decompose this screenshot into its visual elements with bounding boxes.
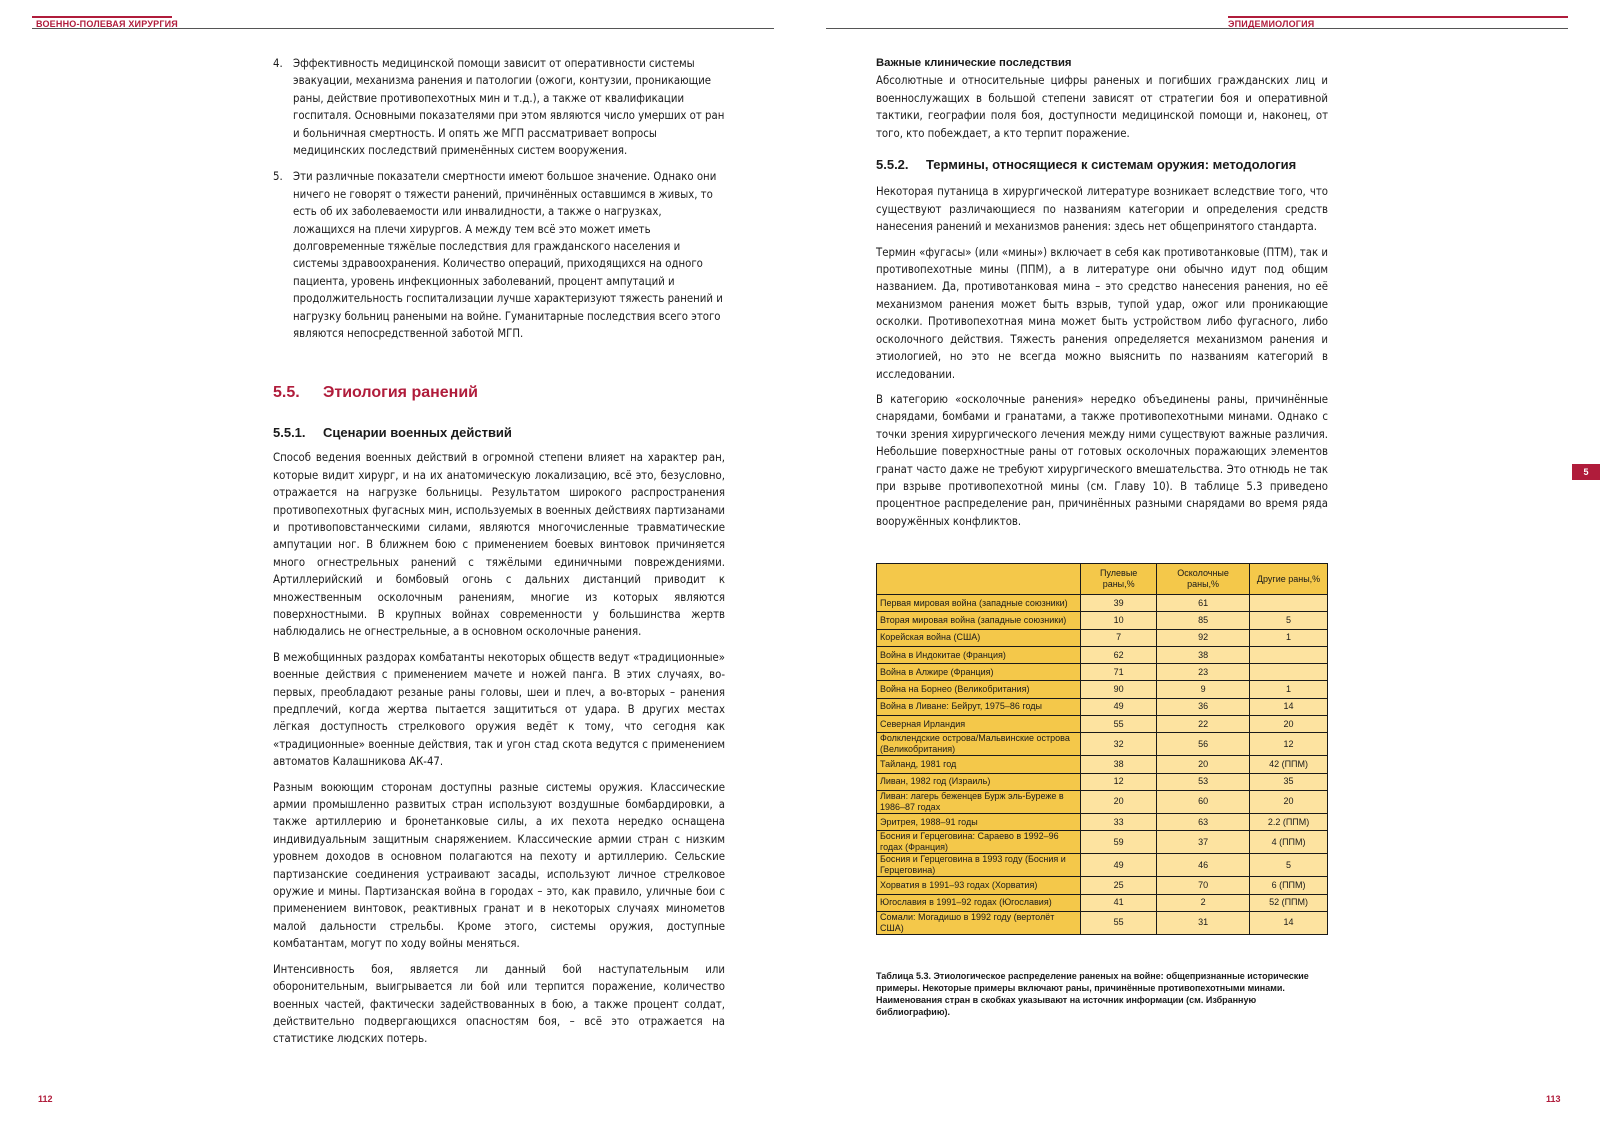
table-cell: 10 xyxy=(1081,612,1157,629)
list-item xyxy=(273,55,725,159)
list-number: 5. xyxy=(273,170,283,184)
table-cell: 55 xyxy=(1081,911,1157,934)
table-row-label: Югославия в 1991–92 годах (Югославия) xyxy=(877,894,1081,911)
table-cell: 59 xyxy=(1081,831,1157,854)
etiology-table xyxy=(876,563,1328,935)
table-row-label: Ливан, 1982 год (Израиль) xyxy=(877,773,1081,790)
table-cell: 20 xyxy=(1157,756,1250,773)
table-cell: 5 xyxy=(1250,612,1328,629)
subsection-number: 5.5.2. xyxy=(876,157,909,173)
subsection-heading xyxy=(876,156,1328,173)
body-paragraph: В категорию «осколочные ранения» нередко объединены раны, причинённые снарядами, бомбами и гранатами, а также противопехотными минами. Однако с точки зрения хирургического лечения между ними существуют важные различия. Небольшие поверхностные раны от готовых осколочных поражающих элементов гранат часто даже не требуют хирургического вмешательства. Это отнюдь не так при взрыве противопехотной мины (см. Главу 10). В таблице 5.3 приведено процентное распределение ран, причинённых разными снарядами во время ряда вооружённых конфликтов. xyxy=(876,392,1328,528)
table-cell: 5 xyxy=(1250,854,1328,877)
table-row xyxy=(877,629,1328,646)
table-cell: 14 xyxy=(1250,698,1328,715)
table-row-label: Сомали: Могадишо в 1992 году (вертолёт США) xyxy=(877,911,1081,934)
table-cell: 90 xyxy=(1081,681,1157,698)
table-cell xyxy=(1250,595,1328,612)
body-paragraph: Способ ведения военных действий в огромной степени влияет на характер ран, которые видит хирург, и на их анатомическую локализацию, всё это, безусловно, отражается на нагрузке больницы. Результатом широкого распространения противопехотных фугасных мин, используемых в военных действиях партизанами и противоповстанческими силами, являются многочисленные травматические ампутации ног. В ближнем бою с применением боевых винтовок причиняется много огнестрельных ранений с тяжёлыми единичными повреждениями. Артиллерийский и бомбовый огонь с дальних дистанций приводит к множественным осколочным ранениям, многие из которых являются поверхностными. В крупных войнах современности у большинства жертв наблюдались не огнестрельные, а в основном осколочные ранения. xyxy=(273,451,725,639)
subsection-number: 5.5.1. xyxy=(273,424,306,440)
body-paragraph: Некоторая путаница в хирургической литературе возникает вследствие того, что существуют различающиеся по названиям категории и определения средств нанесения ранений и механизмов ранения: здесь нет общепринятого стандарта. xyxy=(876,185,1328,234)
table-cell: 49 xyxy=(1081,698,1157,715)
header-accent-right xyxy=(1228,16,1568,18)
table-cell xyxy=(1250,646,1328,663)
list-text: Эти различные показатели смертности имеют большое значение. Однако они ничего не говорят о тяжести ранений, причинённых оставшимся в живых, то есть об их заболеваемости или инвалидности, а также о нагрузках, ложащихся на плечи хирургов. А между тем всё это может иметь долговременные тяжёлые последствия для гражданского населения и системы здравоохранения. Количество операций, приходящихся на одного пациента, уровень инфекционных заболеваний, процент ампутаций и продолжительность госпитализации лучше характеризуют тяжесть ранений и нагрузку больниц ранеными на войне. Гуманитарные последствия всего этого являются непосредственной заботой МГП. xyxy=(293,170,723,341)
table-row-label: Хорватия в 1991–93 годах (Хорватия) xyxy=(877,877,1081,894)
table-cell: 31 xyxy=(1157,911,1250,934)
page-number-right: 113 xyxy=(1546,1094,1561,1104)
table-row xyxy=(877,911,1328,934)
table-cell: 12 xyxy=(1081,773,1157,790)
table-cell: 38 xyxy=(1157,646,1250,663)
body-paragraph: Термин «фугасы» (или «мины») включает в себя как противотанковые (ПТМ), так и противопехотные мины (ППМ), а в литературе они обычно идут под общим названием. Да, противотанковая мина – это средство нанесения ранения, но её механизмом ранения может быть взрыв, тупой удар, ожог или проникающие осколки. Противопехотная мина может быть устройством либо фугасного, либо осколочного действия. Тяжесть ранения определяется механизмом ранения и этиологией, но это не всегда можно выяснить по названиям категорий в исследовании. xyxy=(876,245,1328,381)
table-cell: 55 xyxy=(1081,716,1157,733)
list-text: Эффективность медицинской помощи зависит от оперативности системы эвакуации, механизма ранения и патологии (ожоги, контузии, проникающие раны, действие противопехотных мин и т.д.), а также от квалификации госпиталя. Основными показателями при этом являются число умерших от ран и больничная смертность. И опять же МГП рассматривает вопросы медицинских последствий применённых систем вооружения. xyxy=(293,57,725,158)
table-cell: 12 xyxy=(1250,733,1328,756)
table-row xyxy=(877,831,1328,854)
table-row xyxy=(877,894,1328,911)
chapter-tab: 5 xyxy=(1572,464,1600,480)
table-header-cell: Другие раны,% xyxy=(1250,564,1328,595)
table-row xyxy=(877,664,1328,681)
running-header-left: ВОЕННО-ПОЛЕВАЯ ХИРУРГИЯ xyxy=(36,19,178,29)
table-row xyxy=(877,681,1328,698)
table-cell: 41 xyxy=(1081,894,1157,911)
intro-heading: Важные клинические последствия xyxy=(876,57,1072,69)
table-row-label: Тайланд, 1981 год xyxy=(877,756,1081,773)
table-cell: 52 (ППМ) xyxy=(1250,894,1328,911)
table-row xyxy=(877,595,1328,612)
table-cell: 36 xyxy=(1157,698,1250,715)
table-row-label: Война в Индокитае (Франция) xyxy=(877,646,1081,663)
table-cell: 49 xyxy=(1081,854,1157,877)
table-cell: 20 xyxy=(1081,790,1157,813)
table-cell: 61 xyxy=(1157,595,1250,612)
table-cell: 22 xyxy=(1157,716,1250,733)
table-header-cell: Осколочные раны,% xyxy=(1157,564,1250,595)
table-body xyxy=(877,595,1328,935)
table-cell: 6 (ППМ) xyxy=(1250,877,1328,894)
table-row xyxy=(877,877,1328,894)
intro-paragraph: Абсолютные и относительные цифры раненых и погибших гражданских лиц и военнослужащих в большой степени зависят от стратегии боя и оперативной тактики, географии поля боя, доступности медицинской помощи и, наконец, от того, кто побеждает, а кто терпит поражение. xyxy=(876,74,1328,140)
table-row-label: Война на Борнео (Великобритания) xyxy=(877,681,1081,698)
table-cell: 38 xyxy=(1081,756,1157,773)
table-row-label: Вторая мировая война (западные союзники) xyxy=(877,612,1081,629)
section-title: Этиология ранений xyxy=(323,383,479,401)
table-cell: 70 xyxy=(1157,877,1250,894)
table-row xyxy=(877,646,1328,663)
table-cell: 2.2 (ППМ) xyxy=(1250,813,1328,830)
table-cell: 85 xyxy=(1157,612,1250,629)
table-row xyxy=(877,716,1328,733)
table-cell: 46 xyxy=(1157,854,1250,877)
subsection-heading xyxy=(273,424,725,441)
table-cell: 25 xyxy=(1081,877,1157,894)
subsection-title: Термины, относящиеся к системам оружия: методология xyxy=(926,157,1297,173)
table-row-label: Босния и Герцеговина в 1993 году (Босния и Герцеговина) xyxy=(877,854,1081,877)
table-row-label: Фолклендские острова/Мальвинские острова (Великобритания) xyxy=(877,733,1081,756)
table-row-label: Ливан: лагерь беженцев Бурж эль-Буреже в 1986–87 годах xyxy=(877,790,1081,813)
subsection-title: Сценарии военных действий xyxy=(323,424,512,440)
table-header-cell xyxy=(877,564,1081,595)
section-number: 5.5. xyxy=(273,383,300,401)
table-cell: 4 (ППМ) xyxy=(1250,831,1328,854)
table-row xyxy=(877,854,1328,877)
list-number: 4. xyxy=(273,57,283,70)
table-cell: 37 xyxy=(1157,831,1250,854)
table-row-label: Первая мировая война (западные союзники) xyxy=(877,595,1081,612)
table-cell: 53 xyxy=(1157,773,1250,790)
table-cell: 39 xyxy=(1081,595,1157,612)
table-cell: 42 (ППМ) xyxy=(1250,756,1328,773)
table-row xyxy=(877,612,1328,629)
table-cell: 32 xyxy=(1081,733,1157,756)
table-row xyxy=(877,733,1328,756)
table-row xyxy=(877,698,1328,715)
table-header-row xyxy=(877,564,1328,595)
header-rule-right xyxy=(826,28,1568,29)
table-cell: 1 xyxy=(1250,629,1328,646)
left-page-column xyxy=(273,55,725,1048)
header-accent-left xyxy=(32,16,172,18)
right-page-column xyxy=(876,55,1328,530)
table-row-label: Босния и Герцеговина: Сараево в 1992–96 годах (Франция) xyxy=(877,831,1081,854)
table-cell: 9 xyxy=(1157,681,1250,698)
table-caption: Таблица 5.3. Этиологическое распределение раненых на войне: общепризнанные исторические примеры. Некоторые примеры включают раны, причинённые противопехотными минами. Наименования стран в скобках указывают на источник информации (см. Избранную библиографию). xyxy=(876,971,1309,1017)
body-paragraph: Разным воюющим сторонам доступны разные системы оружия. Классические армии промышленно развитых стран используют воздушные бомбардировки, а также артиллерию и бронетанковые силы, а их пехота нередко оснащена индивидуальным защитным снаряжением. Классические армии стран с низким уровнем доходов в основном полагаются на пехоту и артиллерию. Сельские партизанские соединения устраивают засады, используют личное стрелковое оружие и мины. Партизанская война в городах – это, как правило, уличные бои с применением винтовок, реактивных гранат и в некоторых случаях минометов малой дальности стрельбы. Кроме этого, системы оружия, доступные комбатантам, могут по ходу войны меняться. xyxy=(273,780,725,951)
section-heading xyxy=(273,384,725,401)
table-row-label: Война в Алжире (Франция) xyxy=(877,664,1081,681)
table-cell: 20 xyxy=(1250,790,1328,813)
running-header-right: ЭПИДЕМИОЛОГИЯ xyxy=(1228,19,1315,29)
table-row-label: Корейская война (США) xyxy=(877,629,1081,646)
table-row-label: Война в Ливане: Бейрут, 1975–86 годы xyxy=(877,698,1081,715)
table-cell: 62 xyxy=(1081,646,1157,663)
table-cell: 20 xyxy=(1250,716,1328,733)
body-paragraph: В межобщинных раздорах комбатанты некоторых обществ ведут «традиционные» военные действия с применением мачете и ножей панга. В этих случаях, во-первых, преобладают резаные раны головы, шеи и плеч, а во-вторых – ранения предплечий, когда жертва пытается защититься от удара. В других местах лёгкая доступность стрелкового оружия ведёт к тому, что сегодня как «традиционные» военные действия, так и угон стад скота ведутся с применением автоматов Калашникова АК-47. xyxy=(273,650,725,769)
list-item xyxy=(273,168,725,342)
table-row xyxy=(877,773,1328,790)
table-row xyxy=(877,756,1328,773)
table-cell: 56 xyxy=(1157,733,1250,756)
body-paragraph: Интенсивность боя, является ли данный бой наступательным или оборонительным, выигрывается ли бой или терпится поражение, количество военных частей, фактически задействованных в бою, а также процент солдат, действительно подвергающихся опасностям боя, – всё это отражается на статистике людских потерь. xyxy=(273,962,725,1046)
table-cell: 63 xyxy=(1157,813,1250,830)
table-cell: 1 xyxy=(1250,681,1328,698)
table-cell: 23 xyxy=(1157,664,1250,681)
table-cell: 14 xyxy=(1250,911,1328,934)
table-row xyxy=(877,790,1328,813)
table-cell: 7 xyxy=(1081,629,1157,646)
table-cell: 60 xyxy=(1157,790,1250,813)
table-cell: 35 xyxy=(1250,773,1328,790)
table-row-label: Эритрея, 1988–91 годы xyxy=(877,813,1081,830)
page-number-left: 112 xyxy=(38,1094,53,1104)
table-header-cell: Пулевые раны,% xyxy=(1081,564,1157,595)
table-row-label: Северная Ирландия xyxy=(877,716,1081,733)
table-cell xyxy=(1250,664,1328,681)
table-row xyxy=(877,813,1328,830)
table-cell: 2 xyxy=(1157,894,1250,911)
table-cell: 33 xyxy=(1081,813,1157,830)
table-cell: 92 xyxy=(1157,629,1250,646)
table-cell: 71 xyxy=(1081,664,1157,681)
